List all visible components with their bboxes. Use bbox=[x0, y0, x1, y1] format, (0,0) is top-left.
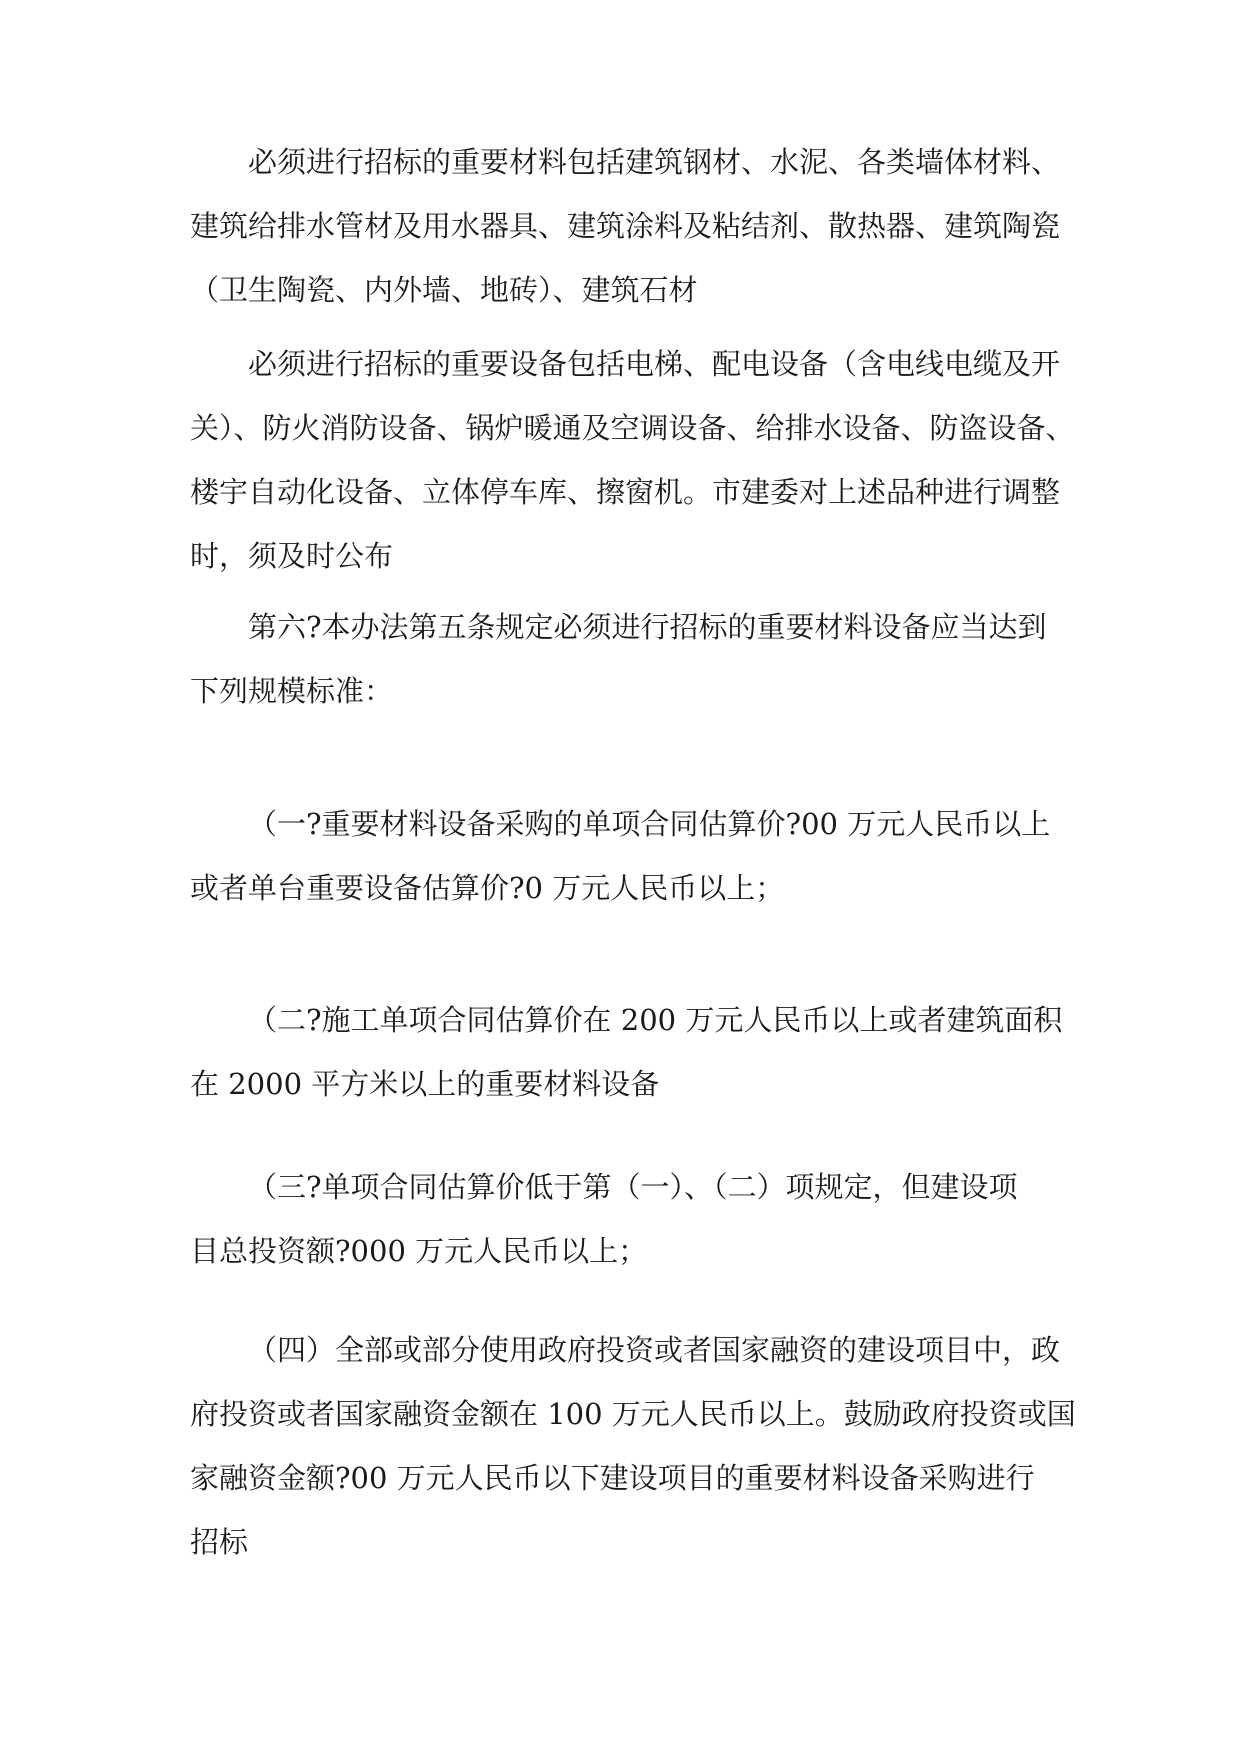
paragraph-article-six bbox=[190, 595, 1060, 723]
paragraph-line: （二?施工单项合同估算价在 200 万元人民币以上或者建筑面积 bbox=[248, 1003, 1063, 1037]
paragraph-item-two bbox=[190, 988, 1063, 1116]
paragraph-line: 必须进行招标的重要设备包括电梯、配电设备（含电线电缆及开 bbox=[248, 347, 1061, 381]
paragraph-line: 建筑给排水管材及用水器具、建筑涂料及粘结剂、散热器、建筑陶瓷 bbox=[190, 209, 1061, 243]
paragraph-line: 或者单台重要设备估算价?0 万元人民币以上； bbox=[190, 871, 785, 905]
paragraph-line: 家融资金额?00 万元人民币以下建设项目的重要材料设备采购进行 bbox=[190, 1461, 1035, 1495]
paragraph-line: 目总投资额?000 万元人民币以上； bbox=[190, 1234, 648, 1268]
paragraph-line: 招标 bbox=[190, 1525, 249, 1559]
paragraph-equipment bbox=[190, 332, 1075, 588]
paragraph-line: 时，须及时公布 bbox=[190, 539, 394, 573]
paragraph-line: （三?单项合同估算价低于第（一）、（二）项规定，但建设项 bbox=[248, 1170, 1018, 1204]
paragraph-item-one bbox=[190, 792, 1060, 920]
paragraph-line: 下列规模标准： bbox=[190, 674, 394, 708]
paragraph-line: （卫生陶瓷、内外墙、地砖）、建筑石材 bbox=[190, 273, 698, 307]
paragraph-line: 府投资或者国家融资金额在 100 万元人民币以上。鼓励政府投资或国 bbox=[190, 1397, 1076, 1431]
paragraph-line: 关）、防火消防设备、锅炉暖通及空调设备、给排水设备、防盗设备、 bbox=[190, 411, 1075, 445]
paragraph-line: 楼宇自动化设备、立体停车库、擦窗机。市建委对上述品种进行调整 bbox=[190, 475, 1061, 509]
paragraph-materials bbox=[190, 130, 1060, 322]
paragraph-line: （四）全部或部分使用政府投资或者国家融资的建设项目中，政 bbox=[248, 1333, 1061, 1367]
paragraph-line: 在 2000 平方米以上的重要材料设备 bbox=[190, 1067, 660, 1101]
paragraph-item-three bbox=[190, 1155, 1060, 1283]
paragraph-line: 必须进行招标的重要材料包括建筑钢材、水泥、各类墙体材料、 bbox=[248, 145, 1061, 179]
paragraph-item-four bbox=[190, 1318, 1076, 1574]
paragraph-line: 第六?本办法第五条规定必须进行招标的重要材料设备应当达到 bbox=[248, 610, 1047, 644]
paragraph-line: （一?重要材料设备采购的单项合同估算价?00 万元人民币以上 bbox=[248, 807, 1051, 841]
